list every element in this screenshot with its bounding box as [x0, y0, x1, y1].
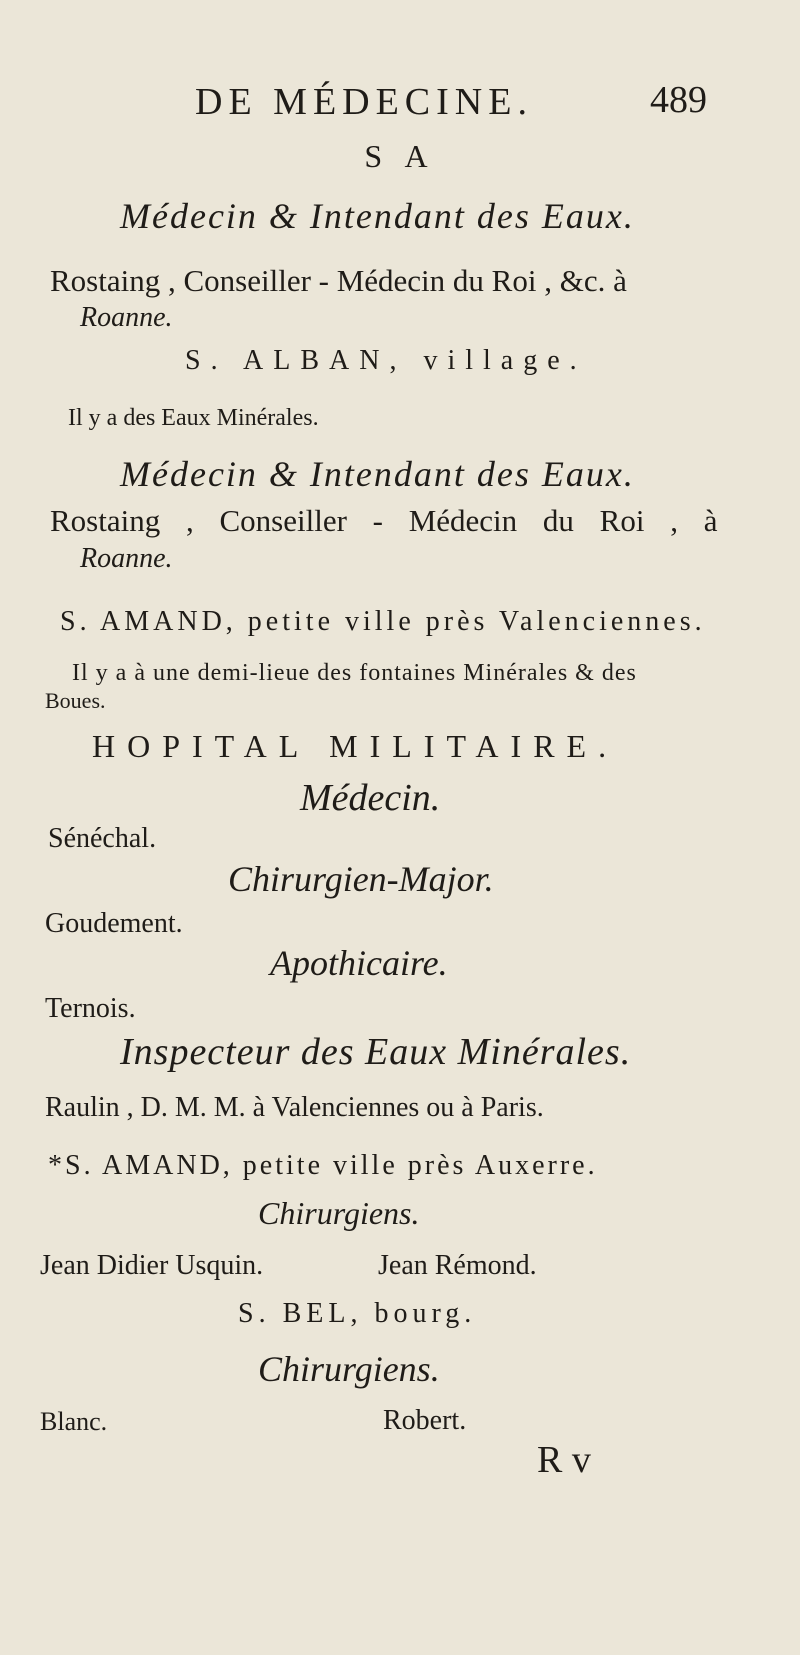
note-line: Il y a à une demi-lieue des fontaines Minérales & des	[72, 660, 637, 686]
name-line: Blanc.	[40, 1407, 108, 1436]
place-heading: S. AMAND, petite ville près Valenciennes.	[60, 606, 706, 637]
entry-line: Rostaing , Conseiller - Médecin du Roi , &c. à	[50, 263, 627, 298]
subheading: Médecin & Intendant des Eaux.	[120, 196, 635, 236]
role-heading: Médecin.	[300, 777, 441, 819]
place-heading: S. BEL, bourg.	[238, 1298, 477, 1329]
page-number: 489	[650, 79, 707, 121]
name-line: Jean Rémond.	[378, 1250, 537, 1281]
place-heading: S. ALBAN, village.	[185, 345, 587, 376]
entry-line: Rostaing , Conseiller - Médecin du Roi , à	[50, 503, 718, 538]
catchword: R v	[537, 1439, 591, 1481]
entry-line: Roanne.	[80, 543, 173, 574]
note-line: Il y a des Eaux Minérales.	[68, 405, 319, 431]
role-heading: Apothicaire.	[270, 943, 448, 983]
entry-line: Raulin , D. M. M. à Valenciennes ou à Paris.	[45, 1092, 544, 1123]
name-line: Goudement.	[45, 908, 183, 939]
role-heading: Chirurgien-Major.	[228, 859, 494, 899]
subheading: Médecin & Intendant des Eaux.	[120, 454, 635, 494]
section-heading: S A	[364, 138, 436, 174]
running-title: DE MÉDECINE.	[195, 81, 533, 123]
entry-line: Roanne.	[80, 302, 173, 333]
place-heading: *S. AMAND, petite ville près Auxerre.	[48, 1150, 598, 1181]
role-heading: Inspecteur des Eaux Minérales.	[120, 1031, 632, 1073]
role-heading: Chirurgiens.	[258, 1349, 440, 1389]
institution-heading: HOPITAL MILITAIRE.	[92, 728, 619, 764]
name-line: Ternois.	[45, 993, 136, 1024]
name-line: Sénéchal.	[48, 823, 157, 854]
note-line: Boues.	[45, 688, 106, 713]
role-heading: Chirurgiens.	[258, 1195, 420, 1231]
name-line: Robert.	[383, 1405, 467, 1436]
name-line: Jean Didier Usquin.	[40, 1250, 264, 1281]
